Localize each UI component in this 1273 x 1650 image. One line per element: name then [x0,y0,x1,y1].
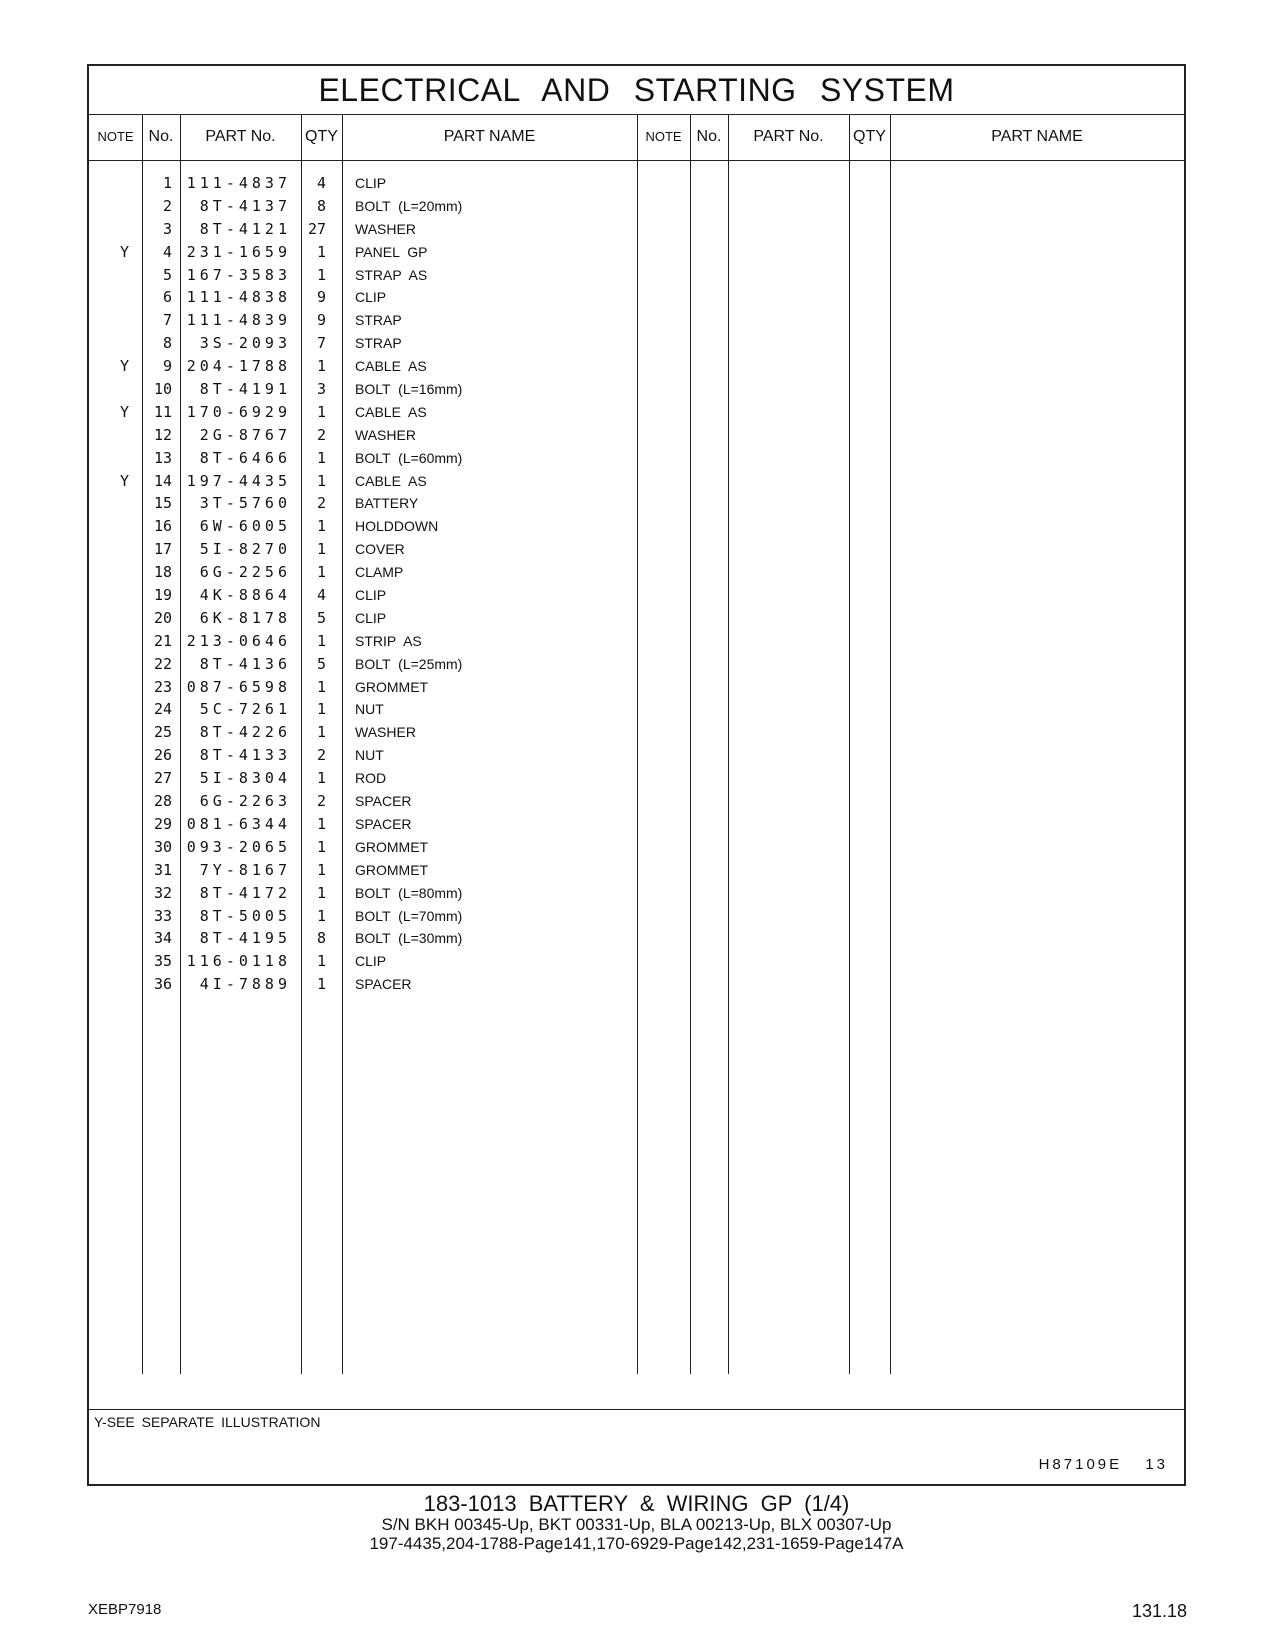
header-no-left: No. [148,128,174,145]
row-item-number: 27 [153,769,172,788]
table-row [89,286,639,309]
row-part-name: GROMMET [355,838,429,855]
row-quantity: 1 [316,357,326,376]
row-part-number: 4K-8864 [199,586,291,605]
row-quantity: 1 [316,402,326,421]
row-quantity: 8 [316,196,326,215]
row-quantity: 1 [316,540,326,559]
column-divider [890,114,891,1374]
row-quantity: 9 [316,288,326,307]
row-item-number: 10 [153,380,172,399]
row-part-number: 8T-4121 [199,219,291,238]
table-row [89,447,639,470]
table-row [89,607,639,630]
row-quantity: 1 [316,677,326,696]
row-part-number: 8T-6466 [199,448,291,467]
row-part-number: 081-6344 [186,814,291,833]
row-item-number: 17 [153,540,172,559]
row-part-number: 3S-2093 [199,334,291,353]
row-part-number: 6W-6005 [199,517,291,536]
row-part-name: CABLE AS [355,358,427,375]
table-row [89,905,639,928]
row-part-name: WASHER [355,724,416,741]
header-qty-right: QTY [853,128,886,145]
row-part-name: STRAP [355,335,402,352]
table-row [89,218,639,241]
table-row [89,973,639,996]
row-item-number: 7 [162,311,172,330]
row-item-number: 35 [153,952,172,971]
row-part-name: SPACER [355,815,412,832]
row-item-number: 33 [153,906,172,925]
table-row [89,241,639,264]
table-row [89,332,639,355]
table-row [89,515,639,538]
row-item-number: 13 [153,448,172,467]
row-quantity: 1 [316,242,326,261]
row-item-number: 3 [162,219,172,238]
row-part-number: 204-1788 [186,357,291,376]
header-no-right: No. [696,128,722,145]
row-part-name: CLIP [355,175,387,191]
row-quantity: 9 [316,311,326,330]
footer-divider [89,1409,1184,1410]
row-part-number: 8T-4195 [199,929,291,948]
table-row [89,470,639,493]
row-item-number: 30 [153,837,172,856]
table-row [89,927,639,950]
row-quantity: 1 [316,814,326,833]
row-item-number: 28 [153,792,172,811]
row-item-number: 2 [162,196,172,215]
row-part-number: 111-4839 [186,311,291,330]
row-part-name: CLIP [355,609,387,626]
row-quantity: 4 [316,586,326,605]
row-part-name: STRIP AS [355,632,422,649]
column-divider [728,114,729,1374]
header-part-no-right: PART No. [753,128,824,145]
table-row [89,950,639,973]
row-part-name: WASHER [355,426,416,443]
row-quantity: 8 [316,929,326,948]
row-part-name: BOLT (L=70mm) [355,907,463,924]
row-quantity: 2 [316,792,326,811]
row-quantity: 1 [316,837,326,856]
row-note: Y [119,357,129,376]
header-qty-left: QTY [305,128,338,145]
row-part-name: CLIP [355,289,387,306]
table-row [89,836,639,859]
row-quantity: 1 [316,975,326,994]
row-quantity: 1 [316,631,326,650]
row-item-number: 32 [153,883,172,902]
row-part-name: BOLT (L=30mm) [355,930,463,947]
row-item-number: 34 [153,929,172,948]
row-part-number: 8T-4191 [199,380,291,399]
parts-list [89,172,639,996]
row-part-name: BOLT (L=80mm) [355,884,463,901]
row-quantity: 2 [316,494,326,513]
row-part-name: CLIP [355,587,387,604]
row-part-name: CLAMP [355,564,404,581]
row-part-name: WASHER [355,220,416,237]
header-note-right: NOTE [645,129,682,144]
table-row [89,790,639,813]
page-title: ELECTRICAL AND STARTING SYSTEM [89,66,1184,115]
row-part-name: SPACER [355,793,412,810]
page-references: 197-4435,204-1788-Page141,170-6929-Page142,231-1659-Page147A [369,1534,904,1553]
table-row [89,538,639,561]
table-row [89,264,639,287]
row-quantity: 5 [316,608,326,627]
table-row [89,561,639,584]
row-part-number: 8T-4133 [199,746,291,765]
table-row [89,584,639,607]
row-quantity: 1 [316,471,326,490]
row-quantity: 1 [316,723,326,742]
row-part-number: 087-6598 [186,677,291,696]
table-row [89,378,639,401]
row-part-name: ROD [355,770,387,787]
row-quantity: 1 [316,769,326,788]
row-quantity: 1 [316,265,326,284]
row-item-number: 29 [153,814,172,833]
row-part-name: SPACER [355,976,412,993]
row-item-number: 25 [153,723,172,742]
row-item-number: 9 [162,357,172,376]
row-item-number: 11 [153,402,172,421]
row-part-number: 5I-8304 [199,769,291,788]
row-part-number: 111-4838 [186,288,291,307]
row-quantity: 1 [316,952,326,971]
row-part-name: BOLT (L=60mm) [355,449,463,466]
row-part-number: 8T-5005 [199,906,291,925]
row-part-number: 8T-4137 [199,196,291,215]
table-row [89,676,639,699]
row-part-number: 093-2065 [186,837,291,856]
row-item-number: 12 [153,425,172,444]
row-item-number: 31 [153,860,172,879]
row-item-number: 14 [153,471,172,490]
parts-table [87,64,1186,1486]
row-quantity: 27 [307,219,326,238]
row-part-name: BOLT (L=20mm) [355,197,463,214]
table-row [89,401,639,424]
row-part-number: 4I-7889 [199,975,291,994]
column-divider [690,114,691,1374]
header-note-left: NOTE [97,129,134,144]
table-row [89,630,639,653]
table-row [89,195,639,218]
table-row [89,721,639,744]
row-quantity: 1 [316,883,326,902]
table-row [89,653,639,676]
header-part-name-right: PART NAME [991,128,1083,145]
group-title: 183-1013 BATTERY & WIRING GP (1/4) [423,1491,850,1516]
row-quantity: 3 [316,380,326,399]
table-row [89,355,639,378]
illustration-code: H87109E 13 [1038,1456,1168,1473]
document-id: XEBP7918 [88,1601,162,1618]
header-part-no-left: PART No. [205,128,276,145]
row-item-number: 5 [162,265,172,284]
row-part-name: BOLT (L=25mm) [355,655,463,672]
row-part-number: 213-0646 [186,631,291,650]
table-row [89,859,639,882]
row-part-number: 170-6929 [186,402,291,421]
row-part-name: BOLT (L=16mm) [355,381,463,398]
table-row [89,424,639,447]
row-part-name: STRAP [355,312,402,329]
row-part-number: 5C-7261 [199,700,291,719]
row-part-number: 116-0118 [186,952,291,971]
row-quantity: 5 [316,654,326,673]
row-item-number: 8 [162,334,172,353]
row-part-number: 6G-2256 [199,563,291,582]
row-quantity: 1 [316,860,326,879]
row-part-name: STRAP AS [355,266,428,283]
page-number: 131.18 [1131,1601,1187,1621]
row-note: Y [119,471,129,490]
row-part-number: 5I-8270 [199,540,291,559]
row-part-number: 167-3583 [186,265,291,284]
row-part-number: 7Y-8167 [199,860,291,879]
table-row [89,698,639,721]
header-part-name-left: PART NAME [443,128,536,145]
row-quantity: 1 [316,563,326,582]
table-row [89,813,639,836]
table-row [89,767,639,790]
row-item-number: 22 [153,654,172,673]
row-quantity: 1 [316,700,326,719]
row-item-number: 16 [153,517,172,536]
row-quantity: 1 [316,517,326,536]
row-item-number: 6 [162,288,172,307]
row-part-name: CLIP [355,953,387,970]
row-part-name: GROMMET [355,861,429,878]
row-item-number: 20 [153,608,172,627]
row-part-name: CABLE AS [355,472,427,489]
row-part-name: CABLE AS [355,403,427,420]
serial-range: S/N BKH 00345-Up, BKT 00331-Up, BLA 00213-Up, BLX 00307-Up [381,1515,892,1534]
row-part-number: 6K-8178 [199,608,291,627]
row-note: Y [119,402,129,421]
table-row [89,744,639,767]
row-item-number: 26 [153,746,172,765]
row-part-name: NUT [355,701,384,718]
row-part-name: NUT [355,747,384,764]
row-item-number: 1 [162,174,172,192]
table-row [89,172,639,195]
footnote: Y-SEE SEPARATE ILLUSTRATION [94,1414,321,1430]
table-row [89,492,639,515]
row-part-number: 231-1659 [186,242,291,261]
row-part-number: 3T-5760 [199,494,291,513]
row-part-name: PANEL GP [355,243,428,260]
row-part-number: 6G-2263 [199,792,291,811]
row-part-name: GROMMET [355,678,429,695]
row-item-number: 4 [162,242,172,261]
row-item-number: 18 [153,563,172,582]
table-row [89,882,639,905]
row-part-number: 2G-8767 [199,425,291,444]
row-note: Y [119,242,129,261]
row-part-number: 111-4837 [186,174,291,192]
row-part-number: 8T-4136 [199,654,291,673]
row-quantity: 4 [316,174,326,192]
row-item-number: 24 [153,700,172,719]
row-part-name: HOLDDOWN [355,518,439,535]
row-quantity: 7 [316,334,326,353]
row-part-number: 8T-4226 [199,723,291,742]
row-quantity: 1 [316,906,326,925]
row-quantity: 2 [316,425,326,444]
table-row [89,309,639,332]
row-item-number: 36 [153,975,172,994]
row-item-number: 15 [153,494,172,513]
row-item-number: 23 [153,677,172,696]
row-part-name: BATTERY [355,495,419,512]
row-part-number: 197-4435 [186,471,291,490]
row-item-number: 21 [153,631,172,650]
row-part-number: 8T-4172 [199,883,291,902]
row-quantity: 1 [316,448,326,467]
row-part-name: COVER [355,541,405,558]
column-divider [849,114,850,1374]
row-item-number: 19 [153,586,172,605]
row-quantity: 2 [316,746,326,765]
